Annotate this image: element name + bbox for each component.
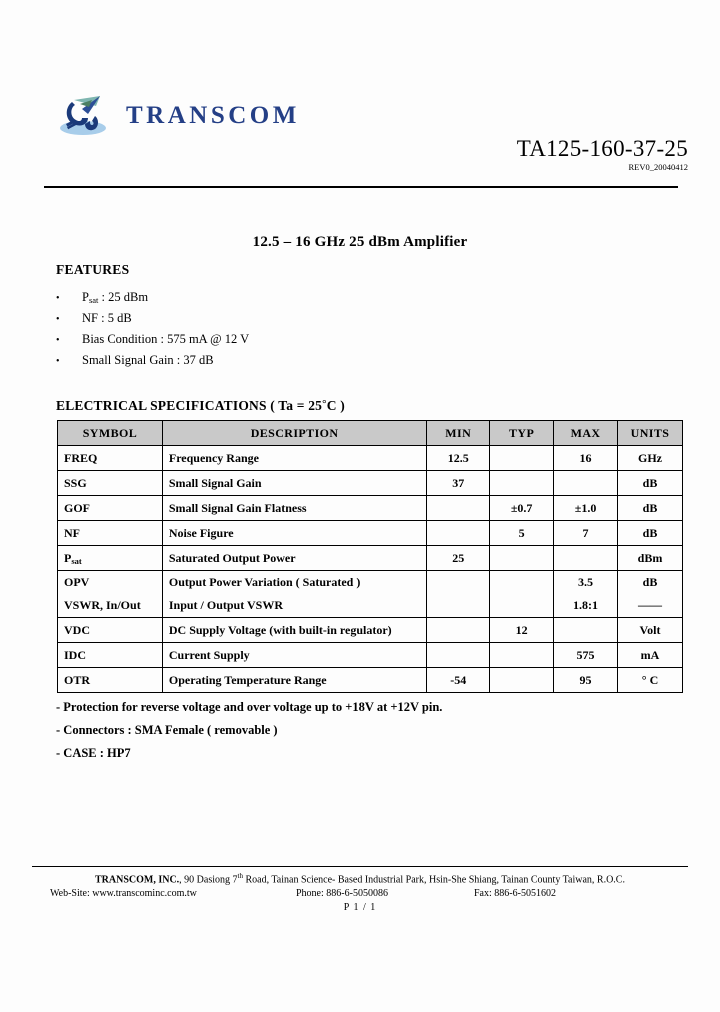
feature-item: [56, 290, 486, 311]
footer-company: TRANSCOM, INC.: [95, 874, 180, 886]
note-line: - Protection for reverse voltage and over voltage up to +18V at +12V pin.: [56, 700, 443, 714]
cell-min: [427, 496, 490, 521]
cell-min: -54: [427, 668, 490, 693]
cell-symbol: $P_{sat}$: [58, 546, 163, 571]
cell-max: 7: [554, 521, 618, 546]
features-list: [56, 290, 486, 374]
cell-description: Noise Figure: [162, 521, 426, 546]
degree-symbol: °: [322, 398, 327, 410]
footer-address-post: Road, Tainan Science- Based Industrial Park, Hsin-She Shiang, Tainan County Taiwan, R.O.C.: [242, 874, 625, 886]
cell-description: Current Supply: [162, 643, 426, 668]
part-number: TA125-160-37-25: [516, 136, 688, 161]
table-row: [58, 594, 683, 618]
cell-symbol: OPV: [58, 571, 163, 595]
cell-min: [427, 594, 490, 618]
cell-max: 16: [554, 446, 618, 471]
cell-min: [427, 571, 490, 595]
feature-item: [56, 311, 486, 332]
transcom-anchor-logo-icon: [58, 94, 116, 138]
header-divider: [44, 186, 678, 188]
cell-max: [554, 546, 618, 571]
cell-units: Volt: [618, 618, 683, 643]
cell-typ: [490, 446, 554, 471]
cell-units: ——: [618, 594, 683, 618]
feature-label: NF : 5 dB: [82, 311, 132, 325]
cell-typ: 5: [490, 521, 554, 546]
cell-min: [427, 618, 490, 643]
table-row: [58, 521, 683, 546]
cell-max: ±1.0: [554, 496, 618, 521]
table-row: [58, 471, 683, 496]
footer-divider: [32, 866, 688, 867]
col-description: DESCRIPTION: [162, 421, 426, 446]
electrical-specifications-table: [57, 420, 683, 693]
note-line: - CASE : HP7: [56, 746, 131, 760]
col-units: UNITS: [618, 421, 683, 446]
cell-description: Operating Temperature Range: [162, 668, 426, 693]
footer-fax: Fax: 886-6-5051602: [474, 888, 556, 899]
cell-max: 1.8:1: [554, 594, 618, 618]
footer-address-ordinal: th: [237, 872, 243, 880]
company-logo: [58, 94, 300, 138]
footer-website[interactable]: Web-Site: www.transcominc.com.tw: [50, 888, 197, 899]
cell-symbol: FREQ: [58, 446, 163, 471]
spec-heading-tail: C ): [326, 398, 345, 413]
feature-item: [56, 332, 486, 353]
col-symbol: SYMBOL: [58, 421, 163, 446]
col-typ: TYP: [490, 421, 554, 446]
cell-min: 12.5: [427, 446, 490, 471]
table-row: [58, 618, 683, 643]
bullet-icon: •: [56, 293, 60, 304]
feature-label: $P_{sat}$ : 25 dBm: [82, 290, 149, 305]
table-row: [58, 571, 683, 595]
feature-label: Bias Condition : 575 mA @ 12 V: [82, 332, 250, 346]
notes-list: [56, 700, 616, 769]
cell-min: [427, 521, 490, 546]
footer-address: [0, 872, 720, 885]
cell-symbol: VDC: [58, 618, 163, 643]
cell-units: mA: [618, 643, 683, 668]
cell-units: GHz: [618, 446, 683, 471]
bullet-icon: •: [56, 314, 60, 325]
footer-address-pre: , 90 Dasiong 7: [179, 874, 238, 886]
cell-symbol: NF: [58, 521, 163, 546]
electrical-spec-heading: [56, 398, 345, 414]
logo-wordmark: TRANSCOM: [126, 102, 300, 129]
cell-units: dB: [618, 471, 683, 496]
bullet-icon: •: [56, 335, 60, 346]
cell-max: [554, 471, 618, 496]
cell-units: dB: [618, 496, 683, 521]
col-min: MIN: [427, 421, 490, 446]
feature-item: [56, 353, 486, 374]
cell-description: Small Signal Gain Flatness: [162, 496, 426, 521]
note-line: - Connectors : SMA Female ( removable ): [56, 723, 278, 737]
cell-description: DC Supply Voltage (with built-in regulator): [162, 618, 426, 643]
cell-description: Small Signal Gain: [162, 471, 426, 496]
cell-typ: [490, 668, 554, 693]
cell-min: [427, 643, 490, 668]
page-number: P 1 / 1: [343, 902, 377, 913]
table-body: [58, 446, 683, 693]
cell-symbol: OTR: [58, 668, 163, 693]
cell-typ: [490, 594, 554, 618]
bullet-icon: •: [56, 356, 60, 367]
cell-typ: [490, 546, 554, 571]
table-row: [58, 643, 683, 668]
table-row: [58, 446, 683, 471]
cell-max: 95: [554, 668, 618, 693]
cell-description: Saturated Output Power: [162, 546, 426, 571]
cell-typ: [490, 471, 554, 496]
table-header-row: [58, 421, 683, 446]
cell-units: ° C: [618, 668, 683, 693]
cell-typ: [490, 571, 554, 595]
cell-symbol: VSWR, In/Out: [58, 594, 163, 618]
cell-description: Frequency Range: [162, 446, 426, 471]
cell-units: dB: [618, 521, 683, 546]
cell-min: 37: [427, 471, 490, 496]
cell-max: 575: [554, 643, 618, 668]
cell-max: [554, 618, 618, 643]
cell-units: dBm: [618, 546, 683, 571]
cell-symbol: SSG: [58, 471, 163, 496]
cell-symbol: GOF: [58, 496, 163, 521]
cell-symbol: IDC: [58, 643, 163, 668]
cell-description: Input / Output VSWR: [162, 594, 426, 618]
footer-phone: Phone: 886-6-5050086: [296, 888, 388, 899]
cell-max: 3.5: [554, 571, 618, 595]
table-row: [58, 668, 683, 693]
page-title: 12.5 – 16 GHz 25 dBm Amplifier: [252, 234, 468, 250]
cell-description: Output Power Variation ( Saturated ): [162, 571, 426, 595]
feature-label: Small Signal Gain : 37 dB: [82, 353, 214, 367]
cell-units: dB: [618, 571, 683, 595]
table-row: [58, 546, 683, 571]
revision-number: REV0_20040412: [628, 162, 688, 172]
cell-min: 25: [427, 546, 490, 571]
cell-typ: ±0.7: [490, 496, 554, 521]
cell-typ: [490, 643, 554, 668]
features-heading: FEATURES: [56, 262, 130, 277]
table-row: [58, 496, 683, 521]
document-header: [0, 88, 720, 180]
spec-heading-text: ELECTRICAL SPECIFICATIONS ( Ta = 25: [56, 398, 323, 413]
col-max: MAX: [554, 421, 618, 446]
cell-typ: 12: [490, 618, 554, 643]
